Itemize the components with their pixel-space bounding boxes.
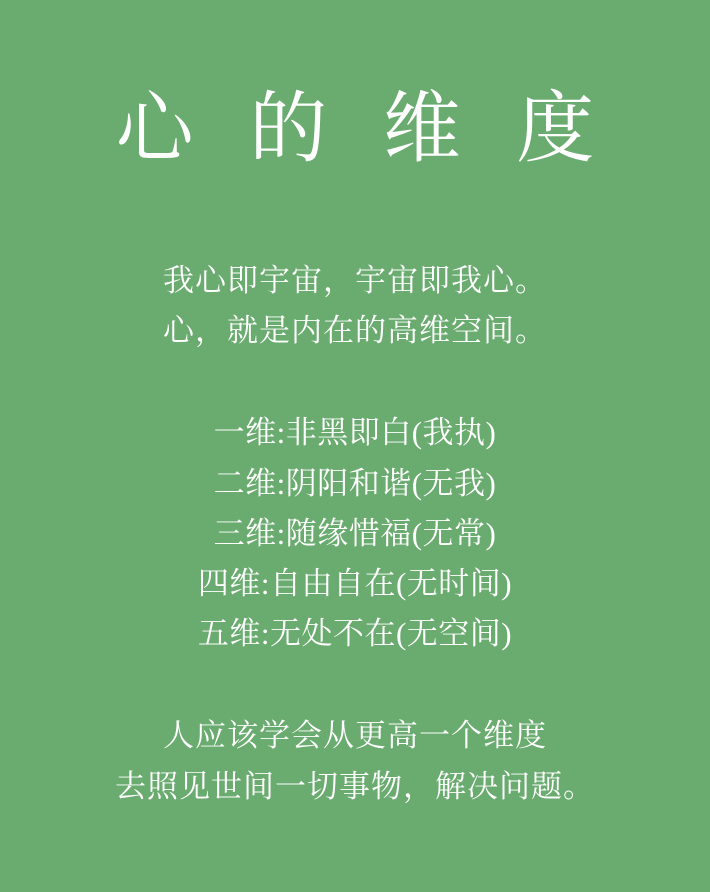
intro-line-2: 心，就是内在的高维空间。 xyxy=(163,313,547,349)
list-item: 三维:随缘惜福(无常) xyxy=(213,515,497,551)
closing-text-block xyxy=(115,711,595,811)
page-title: 心 的 维 度 xyxy=(115,85,613,172)
dimension-list xyxy=(198,408,512,659)
list-item: 一维:非黑即白(我执) xyxy=(213,415,497,451)
intro-line-1: 我心即宇宙，宇宙即我心。 xyxy=(163,262,547,298)
list-item: 四维:自由自在(无时间) xyxy=(197,565,513,601)
list-item: 二维:阴阳和谐(无我) xyxy=(213,465,497,501)
list-item: 五维:无处不在(无空间) xyxy=(197,616,513,652)
closing-line-2: 去照见世间一切事物，解决问题。 xyxy=(115,768,595,804)
closing-line-1: 人应该学会从更高一个维度 xyxy=(163,718,547,754)
intro-text-block xyxy=(163,256,547,356)
